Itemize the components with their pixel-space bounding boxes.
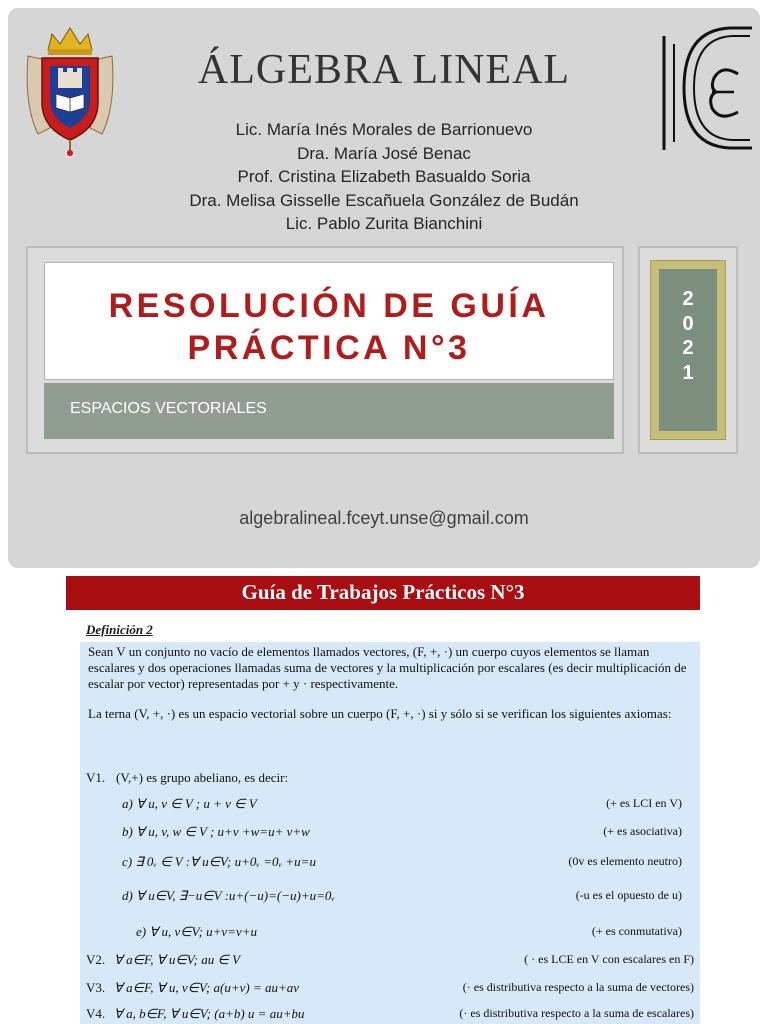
axiom-note: (· es distributiva respecto a la suma de escalares) xyxy=(459,1006,694,1020)
sub-axiom-note: (+ es asociativa) xyxy=(603,824,682,838)
sub-axiom-expr: d) ∀ u∈V, ∃−u∈V :u+(−u)=(−u)+u=0ᵥ xyxy=(122,888,335,903)
guide-title-frame xyxy=(26,246,624,454)
author-name: Dra. Melisa Gisselle Escañuela González de Budán xyxy=(189,190,579,210)
year-digit: 2 xyxy=(682,337,694,359)
guide-title-line: PRÁCTICA N°3 xyxy=(187,329,471,367)
author-name: Lic. María Inés Morales de Barrionuevo xyxy=(235,120,533,139)
author-name: Lic. Pablo Zurita Bianchini xyxy=(285,214,483,233)
definition-label: Definición 2 xyxy=(86,622,153,637)
contact-email[interactable]: algebralineal.fceyt.unse@gmail.com xyxy=(239,508,529,528)
author-list xyxy=(8,118,760,236)
sub-axiom-note: (0v es elemento neutro) xyxy=(568,854,682,868)
sub-axiom-note: (-u es el opuesto de u) xyxy=(575,888,682,902)
year-digit: 1 xyxy=(682,361,694,384)
year-box xyxy=(650,260,726,440)
definition-content xyxy=(80,642,700,1024)
author-name: Prof. Cristina Elizabeth Basualdo Soria xyxy=(237,167,531,186)
guide-title-line: RESOLUCIÓN DE GUÍA xyxy=(108,287,550,325)
axiom-expr: ∀ a∈F, ∀ u∈V; au ∈ V xyxy=(114,952,241,967)
year-digit: 2 xyxy=(682,288,694,310)
guide-header-title: Guía de Trabajos Prácticos N°3 xyxy=(241,580,525,604)
sub-axiom-expr: c) ∃ 0ᵥ ∈ V :∀ u∈V; u+0ᵥ =0ᵥ +u=u xyxy=(122,854,316,869)
axiom-label: V4. xyxy=(86,1006,106,1021)
year-digit: 0 xyxy=(682,312,694,335)
axiom-expr: ∀ a, b∈F, ∀ u∈V; (a+b) u = au+bu xyxy=(114,1006,305,1021)
guide-title xyxy=(45,285,613,369)
guide-header-bar xyxy=(66,576,700,610)
year-panel xyxy=(659,269,717,431)
axiom-text: (V,+) es grupo abeliano, es decir: xyxy=(116,770,289,785)
definition-paragraph: Sean V un conjunto no vacío de elementos llamados vectores, (F, +, ·) un cuerpo cuyos elementos se llaman escalares y dos operaciones llamadas suma de vectores y la multiplicación por escalares (es decir multiplicación de escalar por vector) representadas por + y · respectivamente. xyxy=(88,644,687,691)
title-slide xyxy=(8,8,760,568)
axiom-expr: ∀ a∈F, ∀ u, v∈V; a(u+v) = au+av xyxy=(114,980,300,995)
axiom-note: (· es distributiva respecto a la suma de vectores) xyxy=(462,980,694,994)
author-name: Dra. María José Benac xyxy=(297,143,471,163)
axiom-label: V2. xyxy=(86,952,106,967)
sub-axiom-expr: b) ∀ u, v, w ∈ V ; u+v +w=u+ v+w xyxy=(122,824,310,839)
axiom-note: ( · es LCE en V con escalares en F) xyxy=(524,952,694,966)
course-title: ÁLGEBRA LINEAL xyxy=(197,47,571,93)
year-frame xyxy=(638,246,738,454)
sub-axiom-note: (+ es LCI en V) xyxy=(606,796,682,810)
guide-title-box xyxy=(44,262,614,380)
axiom-label: V1. xyxy=(86,770,106,785)
sub-axiom-expr: e) ∀ u, v∈V; u+v=v+u xyxy=(136,924,257,939)
sub-axiom-note: (+ es conmutativa) xyxy=(591,924,682,938)
definition-paragraph: La terna (V, +, ·) es un espacio vectorial sobre un cuerpo (F, +, ·) si y sólo si se verifican los siguientes axiomas: xyxy=(88,706,672,721)
subtitle-band xyxy=(44,383,614,439)
sub-axiom-expr: a) ∀ u, v ∈ V ; u + v ∈ V xyxy=(122,796,257,811)
guide-subtitle: ESPACIOS VECTORIALES xyxy=(70,400,267,417)
axiom-label: V3. xyxy=(86,980,106,995)
